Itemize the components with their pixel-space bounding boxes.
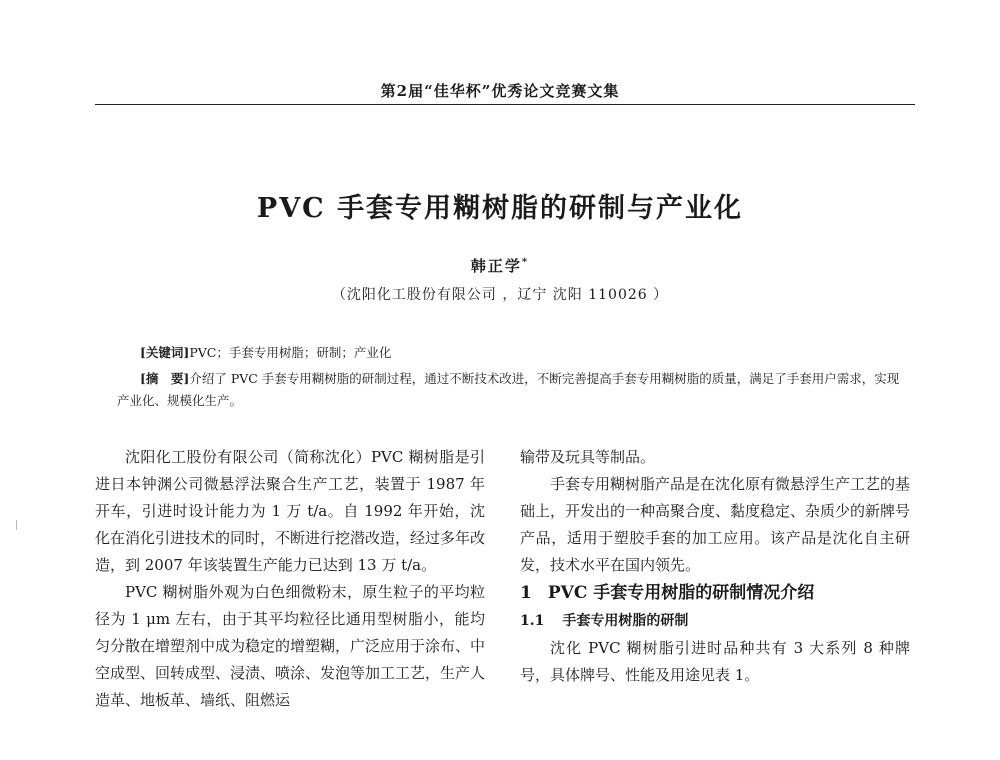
keywords xyxy=(140,343,900,363)
body-column-left xyxy=(95,444,485,714)
body-paragraph: 沈化 PVC 糊树脂引进时品种共有 3 大系列 8 种牌号，具体牌号、性能及用途见表 1。 xyxy=(520,639,910,684)
section-title: PVC 手套专用树脂的研制情况介绍 xyxy=(547,583,815,603)
header-rule xyxy=(95,104,915,105)
abstract-label: [摘 要] xyxy=(140,371,190,386)
subsection-title: 手套专用树脂的研制 xyxy=(562,613,689,629)
author-line xyxy=(0,255,1000,276)
body-paragraph: 沈阳化工股份有限公司（简称沈化）PVC 糊树脂是引进日本钟渊公司微悬浮法聚合生产工艺，装置于 1987 年开车，引进时设计能力为 1 万 t/a。自 1992 年开始，沈化在消化引进技术的同时，不断进行挖潜改造，经过多年改造，到 2007 年该装置生产能力已达到 13 万 t/a。 xyxy=(95,448,486,574)
author-name: 韩正学 xyxy=(470,257,522,275)
section-heading-1-1 xyxy=(520,607,910,635)
margin-mark xyxy=(16,520,17,530)
running-header: 第2届“佳华杯”优秀论文竞赛文集 xyxy=(380,82,620,100)
subsection-number: 1.1 xyxy=(520,613,545,629)
body-paragraph: 手套专用糊树脂产品是在沈化原有微悬浮生产工艺的基础上，开发出的一种高聚合度、黏度稳定、杂质少的新牌号产品，适用于塑胶手套的加工应用。该产品是沈化自主研发，技术水平在国内领先。 xyxy=(520,475,911,574)
body-paragraph: PVC 糊树脂外观为白色细微粉末，原生粒子的平均粒径为 1 μm 左右，由于其平均粒径比通用型树脂小，能均匀分散在增塑剂中成为稳定的增塑糊，广泛应用于涂布、中空成型、回转成型、浸渍、喷涂、发泡等加工工艺，生产人造革、地板革、墙纸、阻燃运 xyxy=(95,583,486,709)
section-number: 1 xyxy=(520,583,532,603)
body-column-right xyxy=(520,444,910,689)
author-footnote-mark: * xyxy=(521,257,530,268)
abstract-text: 介绍了 PVC 手套专用糊树脂的研制过程，通过不断技术改进，不断完善提高手套专用糊树脂的质量，满足了手套用户需求，实现产业化、规模化生产。 xyxy=(117,371,900,408)
keywords-label: [关键词] xyxy=(140,345,190,360)
article-title: PVC 手套专用糊树脂的研制与产业化 xyxy=(256,193,744,224)
body-paragraph-continued: 输带及玩具等制品。 xyxy=(520,448,656,466)
affiliation: （沈阳化工股份有限公司 ，辽宁 沈阳 110026 ） xyxy=(331,287,669,303)
abstract xyxy=(117,368,907,412)
keywords-text: PVC；手套专用树脂；研制；产业化 xyxy=(189,345,392,360)
section-heading-1 xyxy=(520,579,910,607)
